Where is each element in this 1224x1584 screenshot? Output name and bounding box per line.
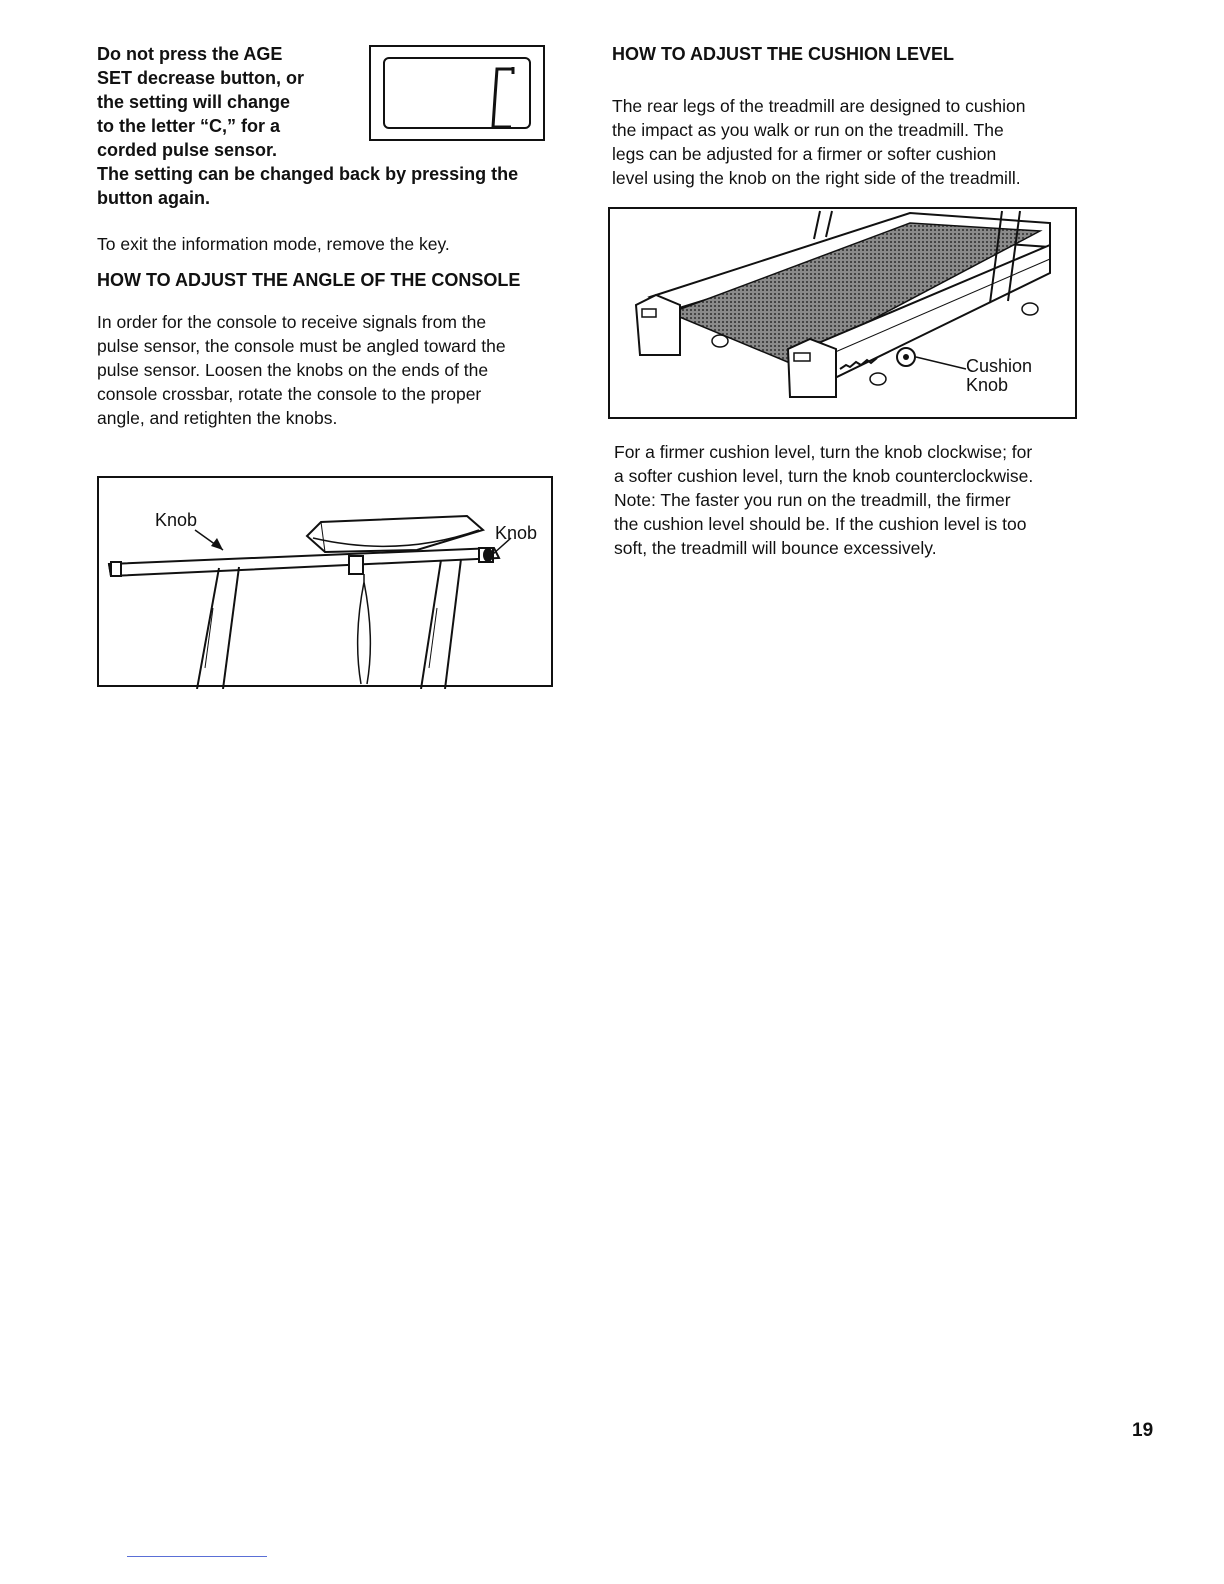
warning-line: SET decrease button, or	[97, 68, 305, 88]
warning-line: the setting will change	[97, 92, 291, 112]
text-line: level using the knob on the right side of the treadmill.	[612, 168, 1021, 188]
knob-label-right: Knob	[495, 523, 538, 543]
text-line: In order for the console to receive signals from the	[97, 312, 487, 332]
right-column	[612, 42, 1102, 190]
text-line: pulse sensor. Loosen the knobs on the ends of the	[97, 360, 489, 380]
console-angle-instructions	[97, 310, 567, 430]
console-knob-figure	[97, 476, 553, 687]
cushion-intro-text	[612, 94, 1102, 190]
scan-artifact-line	[127, 1556, 267, 1557]
text-line: the cushion level should be. If the cushion level is too	[614, 514, 1027, 534]
age-set-warning	[97, 42, 567, 210]
text-line: angle, and retighten the knobs.	[97, 408, 338, 428]
cushion-label-line2: Knob	[966, 375, 1009, 395]
text-line: the impact as you walk or run on the treadmill. The	[612, 120, 1004, 140]
text-line: console crossbar, rotate the console to the proper	[97, 384, 482, 404]
treadmill-drawing	[610, 209, 1079, 421]
text-line: legs can be adjusted for a firmer or softer cushion	[612, 144, 997, 164]
console-display-illustration	[369, 45, 545, 141]
text-line: pulse sensor, the console must be angled toward the	[97, 336, 506, 356]
text-line: soft, the treadmill will bounce excessively.	[614, 538, 937, 558]
cushion-adjust-instructions	[614, 440, 1104, 560]
text-line: a softer cushion level, turn the knob counterclockwise.	[614, 466, 1034, 486]
knob-label-left: Knob	[155, 510, 198, 530]
warning-line: to the letter “C,” for a	[97, 116, 281, 136]
warning-line: Do not press the AGE	[97, 44, 283, 64]
cushion-level-heading: HOW TO ADJUST THE CUSHION LEVEL	[612, 44, 955, 64]
warning-line: The setting can be changed back by pressing the	[97, 164, 519, 184]
warning-line: button again.	[97, 188, 210, 208]
page-number: 19	[1132, 1420, 1154, 1441]
text-line: For a firmer cushion level, turn the knob clockwise; for	[614, 442, 1033, 462]
text-line: Note: The faster you run on the treadmill, the firmer	[614, 490, 1011, 510]
left-column	[97, 42, 567, 430]
exit-info-text: To exit the information mode, remove the key.	[97, 234, 450, 254]
cushion-label-line1: Cushion	[966, 356, 1033, 376]
display-screen	[383, 57, 531, 129]
text-line: The rear legs of the treadmill are designed to cushion	[612, 96, 1026, 116]
console-angle-heading: HOW TO ADJUST THE ANGLE OF THE CONSOLE	[97, 270, 521, 290]
warning-line: corded pulse sensor.	[97, 140, 278, 160]
cushion-knob-figure	[608, 207, 1077, 419]
